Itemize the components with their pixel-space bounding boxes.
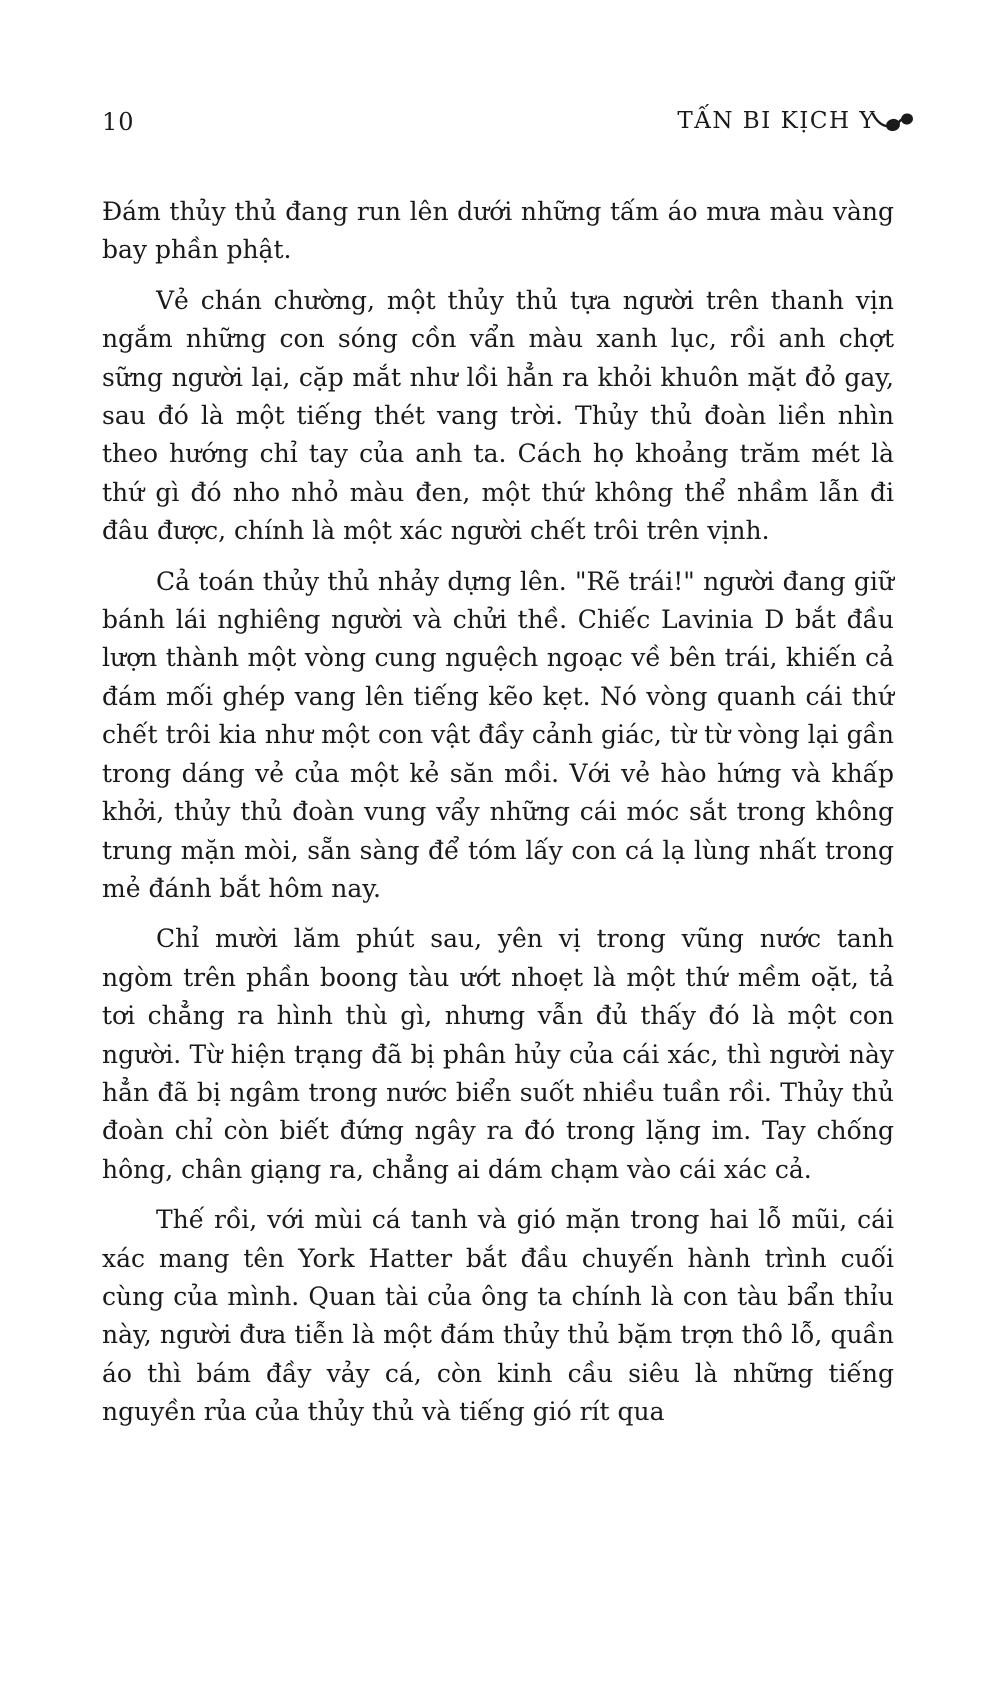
running-title: TẤN BI KỊCH Y	[677, 108, 876, 134]
body-text	[102, 193, 894, 1444]
paragraph-3: Cả toán thủy thủ nhảy dựng lên. "Rẽ trái!" người đang giữ bánh lái nghiêng người và chửi thề. Chiếc Lavinia D bắt đầu lượn thành một vòng cung nguệch ngoạc về bên trái, khiến cả đám mối ghép vang lên tiếng kẽo kẹt. Nó vòng quanh cái thứ chết trôi kia như một con vật đầy cảnh giác, từ từ vòng lại gần trong dáng vẻ của một kẻ săn mồi. Với vẻ hào hứng và khấp khởi, thủy thủ đoàn vung vẩy những cái móc sắt trong không trung mặn mòi, sẵn sàng để tóm lấy con cá lạ lùng nhất trong mẻ đánh bắt hôm nay.	[102, 566, 894, 903]
paragraph-4: Chỉ mười lăm phút sau, yên vị trong vũng nước tanh ngòm trên phần boong tàu ướt nhoẹt là một thứ mềm oặt, tả tơi chẳng ra hình thù gì, nhưng vẫn đủ thấy đó là một con người. Từ hiện trạng đã bị phân hủy của cái xác, thì người này hẳn đã bị ngâm trong nước biển suốt nhiều tuần rồi. Thủy thủ đoàn chỉ còn biết đứng ngây ra đó trong lặng im. Tay chống hông, chân giạng ra, chẳng ai dám chạm vào cái xác cả.	[102, 924, 894, 1184]
paragraph-2: Vẻ chán chường, một thủy thủ tựa người trên thanh vịn ngắm những con sóng cồn vẩn màu xanh lục, rồi anh chợt sững người lại, cặp mắt như lồi hẳn ra khỏi khuôn mặt đỏ gay, sau đó là một tiếng thét vang trời. Thủy thủ đoàn liền nhìn theo hướng chỉ tay của anh ta. Cách họ khoảng trăm mét là thứ gì đó nho nhỏ màu đen, một thứ không thể nhầm lẫn đi đâu được, chính là một xác người chết trôi trên vịnh.	[102, 285, 894, 546]
paragraph-1: Đám thủy thủ đang run lên dưới những tấm áo mưa màu vàng bay phần phật.	[102, 197, 894, 265]
page-header	[102, 108, 908, 144]
spectacles-icon	[872, 106, 914, 136]
paragraph-5: Thế rồi, với mùi cá tanh và gió mặn trong hai lỗ mũi, cái xác mang tên York Hatter bắt đầu chuyến hành trình cuối cùng của mình. Quan tài của ông ta chính là con tàu bẩn thỉu này, người đưa tiễn là một đám thủy thủ bặm trợn thô lỗ, quần áo thì bám đầy vảy cá, còn kinh cầu siêu là những tiếng nguyền rủa của thủy thủ và tiếng gió rít qua	[102, 1205, 894, 1427]
page-number: 10	[102, 108, 135, 136]
